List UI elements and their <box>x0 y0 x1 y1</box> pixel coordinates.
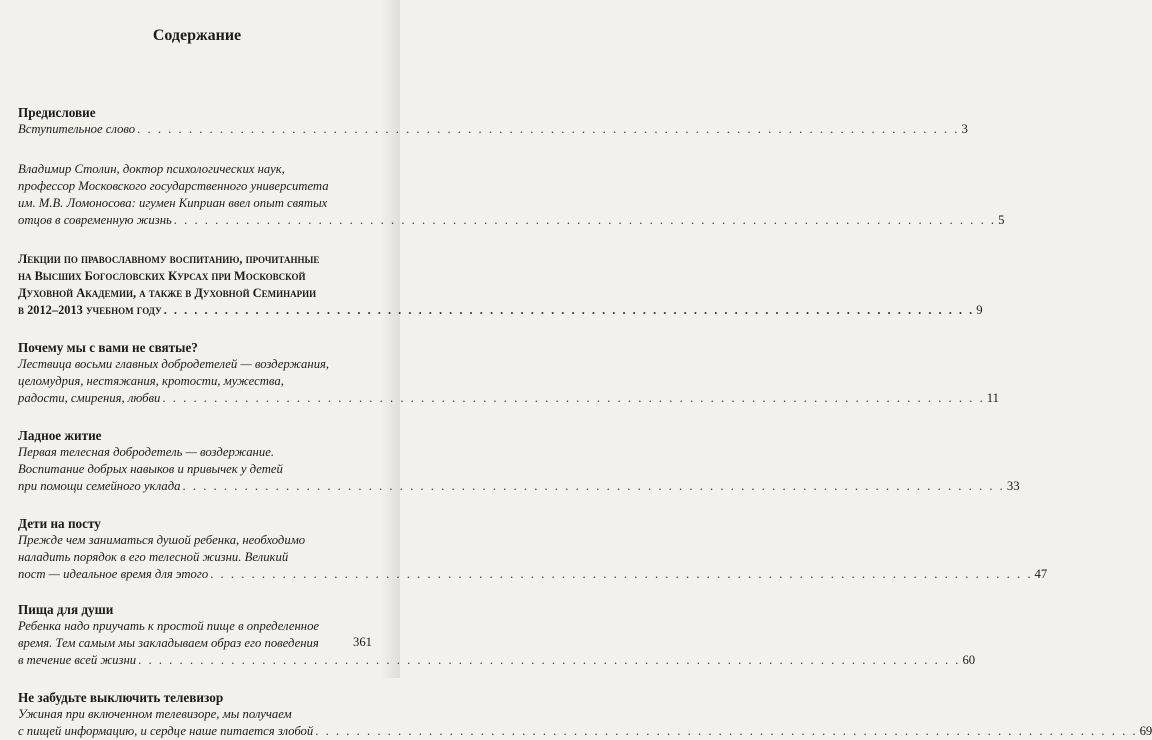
entry-heading: Не забудьте выключить телевизор <box>18 690 224 705</box>
entry-description: с пищей информацию, и сердце наше питается злобой <box>18 724 314 738</box>
dot-leader <box>210 566 1032 583</box>
entry-leader-line <box>18 302 983 319</box>
entry-description: целомудрия, нестяжания, кротости, мужества, <box>18 374 284 388</box>
dot-leader <box>138 652 960 669</box>
dot-leader <box>164 302 975 319</box>
toc-entry-turn-off-tv[interactable] <box>18 689 1152 740</box>
entry-heading: Лекции по православному воспитанию, прочитанные <box>18 252 320 266</box>
entry-description: Прежде чем заниматься душой ребенка, необходимо <box>18 533 306 547</box>
entry-description: им. М.В. Ломоносова: игумен Киприан ввел опыт святых <box>18 196 328 210</box>
toc-title: Содержание <box>152 27 242 44</box>
entry-description: Вступительное слово <box>18 122 136 136</box>
entry-description: при помощи семейного уклада <box>18 479 181 493</box>
dot-leader <box>137 121 959 138</box>
entry-description: время. Тем самым мы закладываем образ его поведения <box>18 636 319 650</box>
entry-heading: Ладное житие <box>18 428 102 443</box>
toc-entry-children-fasting[interactable] <box>18 515 1048 583</box>
toc-entry-lectures[interactable] <box>18 251 983 319</box>
entry-heading: в 2012–2013 учебном году <box>18 303 162 317</box>
page-number: 69 <box>1139 724 1152 738</box>
entry-description: Ужиная при включенном телевизоре, мы получаем <box>18 707 292 721</box>
entry-description: радости, смирения, любви <box>18 391 161 405</box>
page-number: 11 <box>986 391 999 405</box>
page-number: 3 <box>961 122 968 136</box>
dot-leader <box>183 478 1005 495</box>
entry-leader-line <box>18 652 976 669</box>
page-number: 47 <box>1034 567 1048 581</box>
dot-leader <box>162 390 984 407</box>
entry-description: Первая телесная добродетель — воздержание. <box>18 445 274 459</box>
entry-heading: на Высших Богословских Курсах при Московской <box>18 269 306 283</box>
entry-description: Воспитание добрых навыков и привычек у детей <box>18 462 283 476</box>
toc-entry-not-saints[interactable] <box>18 339 999 407</box>
entry-leader-line <box>18 390 999 407</box>
entry-heading: Пища для души <box>18 602 114 617</box>
page-number: 60 <box>962 653 976 667</box>
entry-leader-line <box>18 212 1005 229</box>
entry-leader-line <box>18 566 1048 583</box>
page-folio-number: 361 <box>352 635 372 649</box>
page-number: 33 <box>1006 479 1020 493</box>
entry-description: Лествица восьми главных добродетелей — воздержания, <box>18 357 330 371</box>
toc-entry-preface[interactable] <box>18 104 968 138</box>
entry-leader-line <box>18 723 1152 740</box>
toc-entry-good-life[interactable] <box>18 427 1020 495</box>
entry-leader-line <box>18 121 968 138</box>
entry-description: профессор Московского государственного университета <box>18 179 329 193</box>
entry-heading: Предисловие <box>18 105 96 120</box>
toc-entry-food-for-soul[interactable] <box>18 601 976 669</box>
page-number: 5 <box>998 213 1005 227</box>
dot-leader <box>174 212 996 229</box>
entry-description: наладить порядок в его телесной жизни. Великий <box>18 550 289 564</box>
entry-description: Владимир Столин, доктор психологических наук, <box>18 162 285 176</box>
page-number: 9 <box>976 303 983 317</box>
entry-description: в течение всей жизни <box>18 653 137 667</box>
entry-description: Ребенка надо приучать к простой пище в определенное <box>18 619 320 633</box>
dot-leader <box>315 723 1137 740</box>
entry-description: отцов в современную жизнь <box>18 213 172 227</box>
entry-leader-line <box>18 478 1020 495</box>
entry-heading: Дети на посту <box>18 516 101 531</box>
entry-heading: Почему мы с вами не святые? <box>18 340 198 355</box>
toc-entry-stolin[interactable] <box>18 161 1005 229</box>
toc-page <box>18 26 1152 740</box>
entry-description: пост — идеальное время для этого <box>18 567 209 581</box>
entry-heading: Духовной Академии, а также в Духовной Семинарии <box>18 286 317 300</box>
